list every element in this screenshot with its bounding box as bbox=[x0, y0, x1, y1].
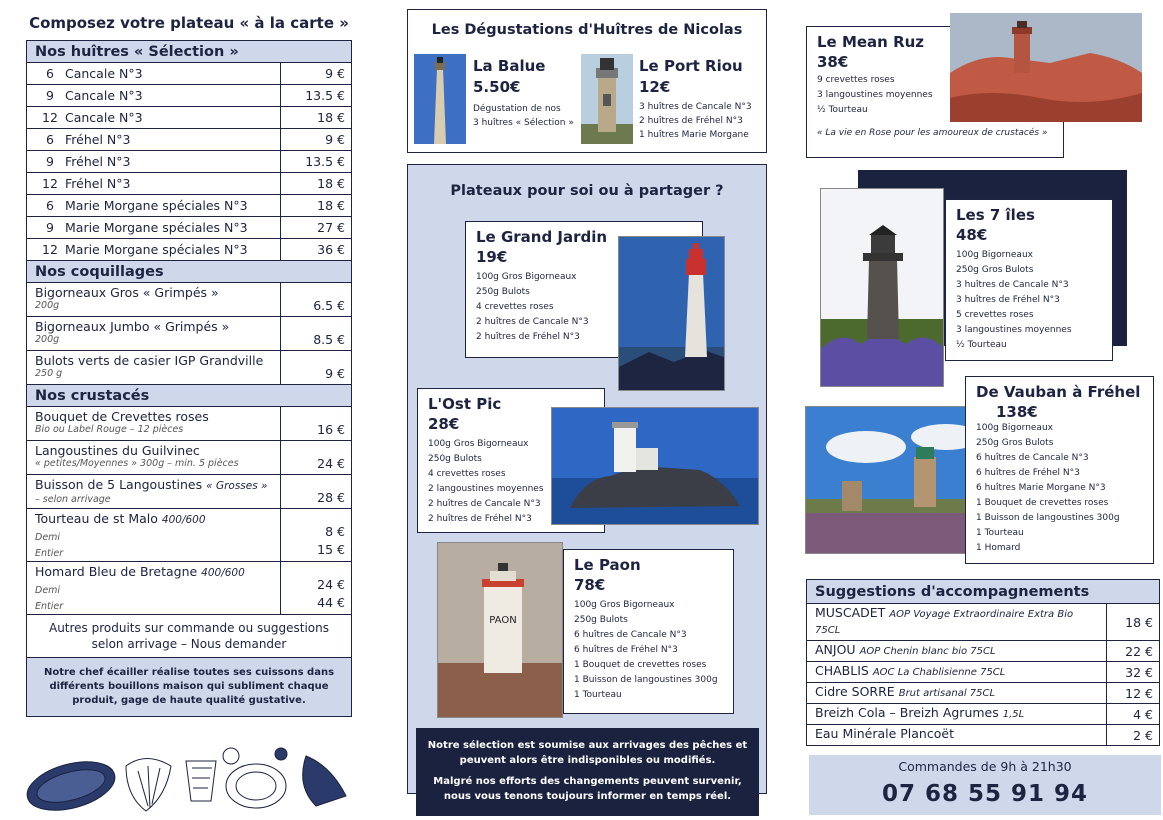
a-la-carte-column bbox=[26, 8, 352, 717]
le-paon-lighthouse-photo bbox=[437, 542, 563, 718]
plateau-price: 19€ bbox=[476, 248, 508, 266]
menu-row-oyster bbox=[27, 129, 351, 151]
port-riou-lighthouse-photo bbox=[581, 54, 633, 144]
menu-row-oyster bbox=[27, 63, 351, 85]
item-qty: 6 bbox=[46, 66, 54, 81]
plateau-price: 38€ bbox=[817, 53, 849, 71]
suggestion-name-cell bbox=[807, 604, 1107, 640]
menu-row-shell bbox=[27, 351, 351, 385]
plateau-item: 100g Gros Bigorneaux bbox=[428, 439, 529, 449]
plateau-name: L'Ost Pic bbox=[428, 395, 502, 413]
item-price: 27 € bbox=[317, 220, 345, 235]
item-name: Buisson de 5 Langoustines bbox=[35, 477, 203, 492]
item-name-cell bbox=[27, 195, 281, 216]
item-price: 24 € bbox=[317, 456, 345, 471]
plateau-item: 3 huîtres de Cancale N°3 bbox=[956, 280, 1069, 290]
plateau-item: ½ Tourteau bbox=[817, 105, 868, 115]
plateau-item: 6 huîtres de Fréhel N°3 bbox=[574, 645, 678, 655]
item-name: Fréhel N°3 bbox=[65, 132, 131, 147]
plateau-item: 3 huîtres de Fréhel N°3 bbox=[956, 295, 1060, 305]
plateau-item: 100g Gros Bigorneaux bbox=[574, 600, 675, 610]
menu-row-oyster bbox=[27, 217, 351, 239]
plateau-item: 1 Buisson de langoustines 300g bbox=[976, 513, 1120, 523]
item-size: 400/600 bbox=[201, 567, 245, 579]
card-7-iles bbox=[945, 199, 1113, 361]
item-qty: 6 bbox=[46, 198, 54, 213]
menu-row-buisson bbox=[27, 475, 351, 509]
desc-line: 2 huîtres de Fréhel N°3 bbox=[639, 116, 743, 126]
suggestion-detail: AOP Chenin blanc bio 75CL bbox=[859, 646, 996, 657]
item-price: 13.5 € bbox=[305, 154, 345, 169]
degustation-title: Les Dégustations d'Huîtres de Nicolas bbox=[431, 22, 743, 38]
plateau-item: 3 langoustines moyennes bbox=[956, 325, 1072, 335]
menu-row-oyster bbox=[27, 151, 351, 173]
item-name: Cancale N°3 bbox=[65, 88, 143, 103]
plateau-name: Le Grand Jardin bbox=[476, 228, 608, 246]
oysters-header: Nos huîtres « Sélection » bbox=[27, 41, 351, 63]
plateau-item: 9 crevettes roses bbox=[817, 75, 895, 85]
item-price: 18 € bbox=[317, 110, 345, 125]
suggestion-row bbox=[807, 662, 1159, 683]
plateau-name: Le Mean Ruz bbox=[817, 33, 925, 51]
item-name: Bigorneaux Gros « Grimpés » bbox=[35, 285, 219, 300]
plateau-item: 1 Homard bbox=[976, 543, 1021, 553]
item-price: 13.5 € bbox=[305, 88, 345, 103]
item-sub: Bio ou Label Rouge – 12 pièces bbox=[35, 424, 184, 435]
item-name-cell bbox=[27, 217, 281, 238]
plateau-item: 6 huîtres de Cancale N°3 bbox=[574, 630, 687, 640]
suggestion-price: 12 € bbox=[1125, 685, 1153, 701]
item-name: Bulots verts de casier IGP Grandville bbox=[35, 353, 264, 368]
item-name-cell bbox=[27, 239, 281, 260]
suggestion-name-cell bbox=[807, 683, 1107, 703]
plateau-item: 100g Bigorneaux bbox=[976, 423, 1053, 433]
suggestion-name: Cidre SORRE bbox=[815, 684, 895, 699]
la-balue-price: 5.50€ bbox=[473, 78, 521, 96]
port-riou-desc bbox=[639, 100, 752, 142]
item-sub: 250 g bbox=[35, 368, 63, 379]
item-sub: – selon arrivage bbox=[35, 494, 111, 505]
plateau-item: 4 crevettes roses bbox=[476, 302, 554, 312]
item-qty: 9 bbox=[46, 220, 54, 235]
plateau-name: Les 7 îles bbox=[956, 206, 1035, 224]
suggestion-detail: Brut artisanal 75CL bbox=[898, 688, 996, 699]
plateau-price: 138€ bbox=[996, 403, 1038, 421]
suggestion-price: 18 € bbox=[1125, 614, 1153, 630]
plateau-price: 78€ bbox=[574, 576, 606, 594]
plateaux-title: Plateaux pour soi ou à partager ? bbox=[450, 183, 724, 199]
suggestion-price: 22 € bbox=[1125, 643, 1153, 659]
item-qty: 9 bbox=[46, 88, 54, 103]
card-le-paon bbox=[563, 549, 734, 714]
item-price: 9 € bbox=[325, 132, 345, 147]
item-price: 18 € bbox=[317, 176, 345, 191]
menu-row-oyster bbox=[27, 107, 351, 129]
mean-ruz-quote: « La vie en Rose pour les amoureux de crustacés » bbox=[817, 128, 1048, 138]
la-balue-name: La Balue bbox=[473, 57, 546, 75]
item-name: Langoustines du Guilvinec bbox=[35, 443, 200, 458]
notice-line-1: Notre sélection est soumise aux arrivages des pêches et peuvent alors être indisponibles ou modifiés. bbox=[427, 740, 748, 766]
item-price: 8.5 € bbox=[313, 332, 345, 347]
item-price-entier: 15 € bbox=[317, 542, 345, 557]
item-name: Marie Morgane spéciales N°3 bbox=[65, 198, 248, 213]
plateau-item: 250g Bulots bbox=[428, 454, 482, 464]
item-sub-entier: Entier bbox=[35, 601, 64, 612]
grand-jardin-lighthouse-photo bbox=[618, 236, 725, 391]
item-name-cell bbox=[27, 173, 281, 194]
la-balue-lighthouse-photo bbox=[414, 54, 466, 144]
desc-line: 3 huîtres « Sélection » bbox=[473, 118, 574, 128]
item-name-cell bbox=[27, 85, 281, 106]
suggestion-detail: 1,5L bbox=[1002, 709, 1025, 720]
item-price: 18 € bbox=[317, 198, 345, 213]
suggestion-row bbox=[807, 604, 1159, 641]
suggestion-row bbox=[807, 641, 1159, 662]
item-name: Marie Morgane spéciales N°3 bbox=[65, 242, 248, 257]
left-title: Composez votre plateau « à la carte » bbox=[29, 14, 349, 32]
item-name: Bigorneaux Jumbo « Grimpés » bbox=[35, 319, 230, 334]
menu-row-oyster bbox=[27, 85, 351, 107]
item-name-cell bbox=[27, 317, 281, 350]
item-name: Cancale N°3 bbox=[65, 110, 143, 125]
suggestion-price: 4 € bbox=[1133, 706, 1153, 722]
item-price: 36 € bbox=[317, 242, 345, 257]
plateau-item: 250g Bulots bbox=[476, 287, 530, 297]
plateau-item: 2 huîtres de Fréhel N°3 bbox=[428, 514, 532, 524]
suggestion-name: Breizh Cola – Breizh Agrumes bbox=[815, 705, 999, 720]
port-riou-name: Le Port Riou bbox=[639, 57, 743, 75]
la-balue-desc bbox=[473, 102, 574, 130]
suggestion-price: 32 € bbox=[1125, 664, 1153, 680]
menu-row-tourteau bbox=[27, 509, 351, 562]
suggestion-row bbox=[807, 704, 1159, 725]
suggestion-name: CHABLIS bbox=[815, 663, 869, 678]
plateau-items bbox=[976, 421, 1143, 556]
plateau-item: 1 Tourteau bbox=[574, 690, 622, 700]
a-la-carte-menu bbox=[26, 40, 352, 717]
mean-ruz-lighthouse-photo bbox=[950, 13, 1142, 122]
item-name: Bouquet de Crevettes roses bbox=[35, 409, 209, 424]
item-name-cell bbox=[27, 107, 281, 128]
item-name-cell bbox=[27, 151, 281, 172]
menu-row-oyster bbox=[27, 195, 351, 217]
item-price: 6.5 € bbox=[313, 298, 345, 313]
plateau-item: 4 crevettes roses bbox=[428, 469, 506, 479]
plateau-item: 100g Gros Bigorneaux bbox=[476, 272, 577, 282]
plateau-item: 1 Buisson de langoustines 300g bbox=[574, 675, 718, 685]
menu-row-crevettes bbox=[27, 407, 351, 441]
item-name-cell bbox=[27, 129, 281, 150]
plateau-item: 250g Gros Bulots bbox=[976, 438, 1054, 448]
seashells-illustration bbox=[26, 746, 352, 816]
plateaux-section bbox=[407, 164, 767, 794]
desc-line: 1 huîtres Marie Morgane bbox=[639, 130, 749, 140]
degustation-box bbox=[407, 9, 767, 153]
plateau-item: 5 crevettes roses bbox=[956, 310, 1034, 320]
suggestion-detail: AOC La Chablisienne 75CL bbox=[872, 667, 1006, 678]
suggestion-name-cell bbox=[807, 662, 1107, 682]
suggestion-name: Eau Minérale Plancoët bbox=[815, 726, 954, 741]
card-vauban-frehel bbox=[965, 376, 1154, 564]
plateau-items bbox=[956, 248, 1102, 353]
vauban-frehel-photo bbox=[805, 406, 988, 554]
item-qty: 12 bbox=[42, 176, 58, 191]
crustaceans-header: Nos crustacés bbox=[27, 385, 351, 407]
suggestions-table bbox=[806, 579, 1160, 746]
suggestions-header: Suggestions d'accompagnements bbox=[807, 580, 1159, 604]
suggestion-name: ANJOU bbox=[815, 642, 856, 657]
item-sub: 200g bbox=[35, 334, 60, 345]
plateau-item: 1 Bouquet de crevettes roses bbox=[574, 660, 707, 670]
plateau-price: 28€ bbox=[428, 415, 460, 433]
item-qty: 9 bbox=[46, 154, 54, 169]
suggestion-name-cell bbox=[807, 704, 1107, 724]
desc-line: 3 huîtres de Cancale N°3 bbox=[639, 102, 752, 112]
plateau-item: 100g Bigorneaux bbox=[956, 250, 1033, 260]
shells-header: Nos coquillages bbox=[27, 261, 351, 283]
plateau-item: 1 Bouquet de crevettes roses bbox=[976, 498, 1109, 508]
ost-pic-lighthouse-photo bbox=[551, 407, 759, 525]
menu-row-oyster bbox=[27, 239, 351, 261]
item-sub-demi: Demi bbox=[35, 532, 61, 543]
plateau-item: 6 huîtres Marie Morgane N°3 bbox=[976, 483, 1106, 493]
suggestion-name: MUSCADET bbox=[815, 605, 886, 620]
plateau-item: 3 langoustines moyennes bbox=[817, 90, 933, 100]
suggestion-price: 2 € bbox=[1133, 727, 1153, 743]
menu-row-langoustines bbox=[27, 441, 351, 475]
order-hours: Commandes de 9h à 21h30 bbox=[898, 759, 1072, 774]
item-price: 9 € bbox=[325, 366, 345, 381]
item-price-demi: 8 € bbox=[325, 524, 345, 539]
paon-sign-text: PAON bbox=[489, 615, 517, 626]
suggestion-name-cell bbox=[807, 725, 1107, 745]
suggestion-name-cell bbox=[807, 641, 1107, 661]
item-name-cell bbox=[27, 283, 281, 316]
item-sub: 200g bbox=[35, 300, 60, 311]
plateau-items bbox=[574, 598, 723, 703]
menu-row-oyster bbox=[27, 173, 351, 195]
suggestion-row bbox=[807, 725, 1159, 746]
item-price: 16 € bbox=[317, 422, 345, 437]
plateau-item: 1 Tourteau bbox=[976, 528, 1024, 538]
item-name: Homard Bleu de Bretagne bbox=[35, 564, 198, 579]
order-contact bbox=[809, 755, 1161, 815]
item-qty: 12 bbox=[42, 110, 58, 125]
item-price-demi: 24 € bbox=[317, 577, 345, 592]
plateau-item: 2 huîtres de Fréhel N°3 bbox=[476, 332, 580, 342]
item-qty: 12 bbox=[42, 242, 58, 257]
item-name: Marie Morgane spéciales N°3 bbox=[65, 220, 248, 235]
plateau-item: 2 huîtres de Cancale N°3 bbox=[428, 499, 541, 509]
plateau-item: 250g Bulots bbox=[574, 615, 628, 625]
plateau-name: Le Paon bbox=[574, 556, 641, 574]
item-sub: « petites/Moyennes » 300g – min. 5 pièces bbox=[35, 458, 239, 469]
menu-row-shell bbox=[27, 283, 351, 317]
suggestion-row bbox=[807, 683, 1159, 704]
item-name-cell bbox=[27, 63, 281, 84]
sept-iles-lighthouse-photo bbox=[820, 188, 944, 387]
port-riou-price: 12€ bbox=[639, 78, 671, 96]
plateau-item: 6 huîtres de Fréhel N°3 bbox=[976, 468, 1080, 478]
suggestion-detail: AOP Voyage Extraordinaire Extra Bio 75CL bbox=[815, 609, 1074, 636]
item-sub-entier: Entier bbox=[35, 548, 64, 559]
menu-row-shell bbox=[27, 317, 351, 351]
item-name: Cancale N°3 bbox=[65, 66, 143, 81]
notice-line-2: Malgré nos efforts des changements peuvent survenir, nous vous tenons toujours informer en temps réel. bbox=[433, 776, 742, 802]
item-qty: 6 bbox=[46, 132, 54, 147]
item-price-entier: 44 € bbox=[317, 595, 345, 610]
plateau-item: ½ Tourteau bbox=[956, 340, 1007, 350]
chef-note: Notre chef écailler réalise toutes ses cuissons dans différents bouillons maison qui subliment chaque produit, gage de haute qualité gustative. bbox=[27, 658, 351, 717]
menu-row-homard bbox=[27, 562, 351, 615]
availability-notice bbox=[416, 728, 759, 816]
phone-number[interactable]: 07 68 55 91 94 bbox=[881, 781, 1089, 807]
item-price: 9 € bbox=[325, 66, 345, 81]
item-sub-demi: Demi bbox=[35, 585, 61, 596]
item-price: 28 € bbox=[317, 490, 345, 505]
other-products-note: Autres produits sur commande ou suggestions selon arrivage – Nous demander bbox=[27, 615, 351, 658]
item-size: « Grosses » bbox=[206, 480, 268, 492]
item-name-cell bbox=[27, 351, 281, 384]
plateau-price: 48€ bbox=[956, 226, 988, 244]
plateau-item: 250g Gros Bulots bbox=[956, 265, 1034, 275]
plateau-item: 2 langoustines moyennes bbox=[428, 484, 544, 494]
item-size: 400/600 bbox=[161, 514, 206, 526]
plateau-item: 2 huîtres de Cancale N°3 bbox=[476, 317, 589, 327]
plateau-name: De Vauban à Fréhel bbox=[976, 383, 1141, 401]
item-name: Fréhel N°3 bbox=[65, 154, 131, 169]
item-name: Fréhel N°3 bbox=[65, 176, 131, 191]
plateau-item: 6 huîtres de Cancale N°3 bbox=[976, 453, 1089, 463]
item-name: Tourteau de st Malo bbox=[35, 511, 158, 526]
desc-line: Dégustation de nos bbox=[473, 104, 561, 114]
